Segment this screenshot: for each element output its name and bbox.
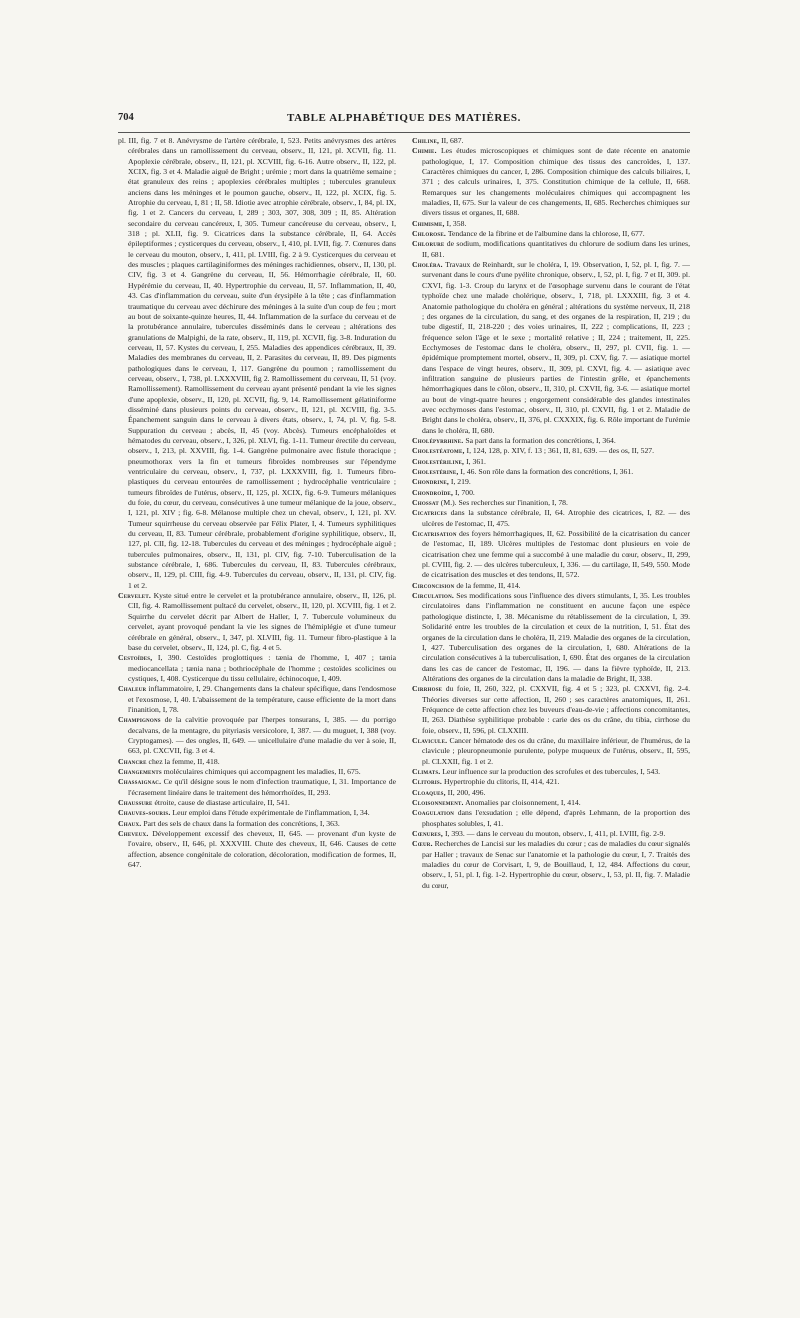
entry-text: II, 200, 496. [447, 787, 486, 797]
entry-text: Tendance de la fibrine et de l'albumine dans la chlorose, II, 677. [447, 229, 645, 239]
index-entry [118, 808, 396, 818]
entry-headword: Chondrine, [412, 477, 449, 487]
index-entry [118, 777, 396, 798]
entry-text: moléculaires chimiques qui accompagnent les maladies, II, 675. [163, 766, 361, 776]
index-entry [118, 798, 396, 808]
entry-text: de sodium, modifications quantitatives du chlorure de sodium dans les urines, II, 681. [422, 239, 690, 259]
index-entry [412, 581, 690, 591]
entry-headword: Cheveux. [118, 829, 149, 839]
entry-headword: Chimisme, [412, 218, 445, 228]
entry-text: dans l'exsudation ; elle dépend, d'après Lehmann, de la proportion des phosphates solubles, I, 41. [422, 808, 690, 828]
index-entry [118, 684, 396, 715]
entry-text: I, 361. [466, 456, 486, 466]
entry-text: Anomalies par cloisonnement, I, 414. [465, 798, 581, 807]
entry-headword: Chauves-souris. [118, 808, 171, 818]
index-entry [412, 239, 690, 260]
entry-headword: Cholestéatome, [412, 446, 465, 456]
entry-text: Ce qu'il désigne sous le nom d'infection traumatique, I, 31. Importance de l'écrasement linéaire dans le traitement des hémorrhoïdes, II, 293. [128, 777, 396, 797]
index-entry [412, 767, 690, 777]
entry-text: II, 687. [441, 136, 464, 145]
entry-headword: Cicatrisation [412, 529, 457, 539]
index-entry [118, 819, 396, 829]
entry-text: (M.). Ses recherches sur l'inanition, I, 78. [440, 498, 568, 508]
entry-headword: Cloaques, [412, 787, 446, 797]
index-entry [412, 136, 690, 146]
entry-headword: Choléra. [412, 260, 443, 270]
index-entry [412, 839, 690, 891]
index-entry [412, 788, 690, 798]
index-entry [412, 457, 690, 467]
index-entry [412, 529, 690, 581]
entry-text: Les études microscopiques et chimiques sont de date récente en anatomie pathologique, I, 17. Composition chimique des tissus des cancroïdes, I, 137. Caractères chimiques du cancer, I, 286. Composition chimique des calculs biliaires, I, 371 ; des calculs urinaires, I, 375. Constitution chimique de la cellule, II, 668. Remarques sur les changements moléculaires chimiques qui accompagnent les maladies, II, 675. Sur la valeur de ces changements, II, 685. Recherches chimiques sur divers tissus et organes, II, 688. [422, 146, 690, 218]
entry-text: Développement excessif des cheveux, II, 645. — provenant d'un kyste de l'ovaire, observ., II, 646, pl. XXXVIII. Chute des cheveux, II, 646. Causes de cette affection, absence congénitale de coloration, décoloration, modification de formes, II, 647. [128, 829, 396, 870]
index-entry [412, 808, 690, 829]
entry-text: étroite, cause de diastase articulaire, II, 541. [154, 798, 290, 807]
entry-text: Hypertrophie du clitoris, II, 414, 421. [443, 777, 560, 787]
entry-text: I, 124, 128, p. XIV, f. 13 ; 361, II, 81, 639. — des os, II, 527. [466, 446, 655, 456]
entry-text: chez la femme, II, 418. [148, 756, 220, 766]
entry-headword: Chlorure [412, 239, 445, 249]
index-entry [412, 219, 690, 229]
entry-headword: Changements [118, 766, 162, 776]
entry-headword: Cervelet. [118, 591, 151, 601]
entry-headword: Coagulation [412, 808, 455, 818]
entry-headword: Chimie. [412, 146, 437, 156]
entry-text: I, 390. Cestoïdes proglottiques : tænia de l'homme, I, 407 ; tænia mediocancellata ; tænia nana ; bothriocéphale de l'homme ; cestoïdes scolicines ou cystiques, I, 408. Cysticerque du tissu cellulaire, échinocoque, I, 409. [128, 653, 396, 683]
entry-text: I, 219. [450, 477, 471, 487]
index-entry [412, 467, 690, 477]
index-entry [118, 653, 396, 684]
entry-headword: Chossat [412, 498, 439, 508]
index-entry [412, 684, 690, 736]
entry-headword: Circulation. [412, 591, 455, 601]
entry-headword: Clitoris. [412, 777, 443, 787]
entry-text: Cancer hématode des os du crâne, du maxillaire inférieur, de l'humérus, de la clavicule ; pleuropneumonie purulente, polype muqueux de l'utérus, observ., II, 595, pl. CLXXII, fig. 1 et 2. [422, 735, 690, 766]
entry-headword: Cirrhose [412, 684, 443, 694]
entry-headword: Chassaignac. [118, 777, 162, 787]
entry-headword: Chaleur [118, 684, 147, 694]
entry-text: I, 700. [455, 487, 475, 497]
page-number: 704 [118, 112, 134, 123]
index-entry [412, 146, 690, 218]
entry-text: I, 393. — dans le cerveau du mouton, observ., I, 411, pl. LVIII, fig. 2-9. [444, 829, 666, 839]
right-column [412, 136, 690, 1176]
entry-text: Kyste situé entre le cervelet et la protubérance annulaire, observ., II, 126, pl. CII, fig. 4. Ramollissement pultacé du cervelet, observ., II, 120, pl. XCVIII, fig. 1 et 2. Squirrhe du cervelet décrit par Albert de Haller, I, 7. Tubercule volumineux du cervelet, ayant provoqué pendant la vie les signes de l'hémiplégie et d'une tumeur cérébrale en général, observ., I, 347, pl. XLVIII, fig. 11. Tumeur fibro-plastique à la base du cervelet, observ., II, 124, pl. C, fig. 4 et 5. [128, 591, 396, 652]
entry-headword: Cholépyrrhine. [412, 435, 464, 445]
entry-headword: Cholestérine, [412, 467, 459, 476]
entry-headword: Chancre [118, 756, 147, 766]
entry-text: de la calvitie provoquée par l'herpes tonsurans, I, 385. — du porrigo decalvans, de la mentagre, du pityriasis versicolore, I, 387. — du muguet, I, 388 (voy. Cryptogames). — des ongles, II, 649. — unicellulaire d'une maladie du ver à soie, II, 663, pl. CXCVII, fig. 3 et 4. [128, 715, 396, 756]
entry-headword: Champignons [118, 715, 161, 725]
entry-text: Leur influence sur la production des scrofules et des tubercules, I, 543. [442, 766, 661, 776]
entry-text: Leur emploi dans l'étude expérimentale de l'inflammation, I, 34. [172, 808, 370, 818]
entry-headword: Clavicule. [412, 735, 448, 745]
index-entry [118, 591, 396, 653]
entry-text: Part des sels de chaux dans la formation des concrétions, I, 363. [143, 818, 340, 828]
index-entry [412, 591, 690, 684]
index-entry [412, 229, 690, 239]
entry-headword: Circoncision [412, 580, 455, 590]
index-entry [412, 477, 690, 487]
entry-headword: Cœnures, [412, 829, 444, 839]
entry-text: Recherches de Lancisi sur les maladies du cœur ; cas de maladies du cœur signalés par Haller ; travaux de Senac sur l'anatomie et la pathologie du cœur, I, 7. Traités des maladies du cœur de Corvisart, I, 9, de Bouillaud, I, 12, 484. Affections du cœur, observ., I, 51, pl. I, fig. 1-2. Hypertrophie du cœur, observ., I, 53, pl. II, fig. 7. Maladie du cœur, [422, 839, 690, 890]
page-title: TABLE ALPHABÉTIQUE DES MATIÈRES. [287, 112, 521, 124]
entry-text: Sa part dans la formation des concrétions, I, 364. [465, 435, 616, 445]
index-entry [118, 767, 396, 777]
entry-headword: Cœur. [412, 839, 433, 849]
left-column [118, 136, 396, 1176]
index-entry [412, 829, 690, 839]
index-entry [412, 736, 690, 767]
entry-text: du foie, II, 260, 322, pl. CXXVII, fig. 4 et 5 ; 323, pl. CXXVI, fig. 2-4. Théories diverses sur cette affection, II, 260 ; ses caractères anatomiques, II, 261. Fréquence de cette affection chez les buveurs d'eau-de-vie ; affections concomitantes, II, 263. Diathèse syphilitique probable : carie des os du crâne, du tibia, cirrhose du foie, observ., II, 596, pl. CLXXIII. [422, 684, 690, 735]
entry-text: I, 358. [446, 218, 467, 228]
entry-text: pl. III, fig. 7 et 8. Anévrysme de l'artère cérébrale, I, 523. Petits anévrysmes des artères cérébrales dans un ramollissement du cerveau, observ., II, 121, pl. XCVII, fig. 11. Apoplexie cérébrale, observ., II, 121, pl. XCVIII, fig. 6-16. Autre observ., II, 122, pl. XCIX, fig. 3 et 4. Maladie aiguë de Bright ; urémie ; mort dans la quatrième semaine ; état granuleux des reins ; apoplexies cérébrales multiples ; tubercules granuleux anciens dans les méninges et le poumon gauche, observ., II, 122, pl. XCIX, fig. 5. Atrophie du cerveau, I, 81 ; II, 58. Idiotie avec atrophie cérébrale, observ., I, 84, pl. IX, fig. 1 et 2. Cancers du cerveau, I, 289 ; 303, 307, 308, 309 ; II, 85. Altération secondaire du cerveau cancéreux, I, 305. Tumeur cancéreuse du cerveau, observ., I, 318 ; pl. XLII, fig. 9. Cicatrices dans la substance cérébrale, II, 64. Accès épileptiformes ; cysticerques du cerveau, observ., I, 410, pl. LVII, fig. 7. Cœnures dans le cerveau du mouton, observ., I, 411, pl. LVIII, fig. 2 à 9. Cysticerques du cerveau et des muscles ; plaques cartilaginiformes des méninges rachidiennes, observ., II, 130, pl. CIV, fig. 3 et 4. Gangrène du cerveau, II, 56. Hémorrhagie cérébrale, II, 60. Hypérémie du cerveau, II, 40. Hypertrophie du cerveau, II, 57. Inflammation, II, 40, 43. Cas d'inflammation du cerveau, suite d'un érysipèle à la tête ; cas d'inflammation traumatique du cerveau avec déchirure des méninges à la suite d'un coup de feu ; mort au bout de soixante-quinze heures, II, 44. Inflammation de la surface du cerveau et de la protubérance annulaire, tubercules disséminés dans le cerveau ; altérations des granulations de Malpighi, de la rate, observ., II, 119, pl. XCVII, fig. 3-8. Induration du cerveau, II, 57. Kystes du cerveau, I, 255. Maladies des appendices cérébraux, II, 39. Maladies des membranes du cerveau, II, 2. Parasites du cerveau, II, 89. Des pigments pathologiques dans le cerveau, I, 117. Gangrène du poumon ; ramollissement du cerveau, observ., I, 738, pl. LXXXVIII, fig 2. Ramollissement du cerveau, II, 51 (voy. Ramollissement). Ramollissement du cerveau ayant présenté pendant la vie les signes d'une apoplexie, observ., II, 120, pl. XCVII, fig. 9, 14. Ramollissement gélatiniforme disséminé dans plusieurs points du cerveau, observ., II, 121, pl. XCVIII, fig. 3-5. Épanchement sanguin dans le cerveau à divers états, observ., I, 74, pl. V, fig. 5-8. Suppuration du cerveau ; abcès, II, 45 (voy. Abcès). Tumeurs encéphaloïdes et hématodes du cerveau, observ., I, 326, pl. XLVI, fig. 1-11. Tumeur érectile du cerveau, observ., I, 213, pl. XXVIII, fig. 1-4. Gangrène pulmonaire avec fistule thoracique ; pneumothorax vers la fin et tumeurs fibroïdes nombreuses sur l'épendyme ventriculaire du cerveau, observ., I, 737, pl. LXXXVIII, fig. 1. Tumeurs fibro-plastiques du cerveau entourées de ramollissement ; hydrocéphalie ventriculaire ; tumeurs fibroïdes de l'utérus, observ., II, 125, pl. XCIX, fig. 6-9. Tumeurs mélaniques du foie, du cœur, du cerveau, consécutives à une tumeur mélanique de la joue, observ., I, 121, pl. XIV ; fig. 6-8. Mélanose multiple chez un cheval, observ., I, 121, pl. XV. Tumeur squirrheuse du cerveau observée par Félix Plater, I, 4. Tumeurs syphilitiques du cerveau, II, 83. Tumeur cérébrale, probablement d'origine syphilitique, observ., II, 127, pl. CII, fig. 12-18. Tubercules du cerveau et des méninges ; hydrocéphale aiguë ; tubercules pulmonaires, observ., II, 131, pl. CIV, fig. 7-10. Tuberculisation de la substance cérébrale, I, 686. Tubercules du cerveau, II, 83. Tubercules cérébraux, observ., II, 129, pl. CIII, fig. 4-9. Tubercules du cerveau, observ., II, 131, pl. CIV, fig. 1 et 2. [118, 136, 396, 590]
index-entry [412, 777, 690, 787]
entry-headword: Cestoïdes, [118, 653, 153, 663]
entry-text: Travaux de Reinhardt, sur le choléra, I, 19. Observation, I, 52, pl. I, fig. 7. — survenant dans le cours d'une pyélite chronique, observ., I, 52, pl. I, fig. 7 et II, 309. pl. CXVI, fig. 1-3. Croup du larynx et de l'œsophage survenu dans le courant de l'état typhoïde chez une malade cholérique, observ., I, 718, pl. LXXXIII, fig. 3 et 4. Anatomie pathologique du choléra en général ; altérations du système nerveux, II, 218 ; des organes de la circulation, du sang, et des organes de la respiration, II, 219 ; du tube digestif, II, 218-220 ; des voies urinaires, II, 222 ; complications, II, 223 ; fréquence selon l'âge et le sexe ; mortalité relative ; II, 224 ; traitement, II, 225. Ecchymoses de l'estomac dans le choléra, observ., II, 297, pl. CVII, fig. 1. — épidémique promptement mortel, observ., II, 309, pl. CXV, fig. 7. — asiatique mortel dans l'espace de vingt heures, observ., II, 309, pl. CXVI, fig. 4. — asiatique avec infiltration sanguine de plusieurs parties de l'intestin grêle, et épanchements hémorrhagiques dans le côlon, observ., II, 310, pl. CXVII, fig. 3-6. — asiatique mortel au bout de vingt-quatre heures ; engorgement considérable des glandes intestinales avec ecchymoses dans l'estomac, observ., II, 310, pl. CXVII, fig. 1 et 2. Maladie de Bright dans le choléra, observ., II, 376, pl. CXXXIX, fig. 6. Rôle important de l'urémie dans le choléra, II, 680. [422, 260, 690, 435]
index-entry [412, 498, 690, 508]
entry-headword: Chiline, [412, 136, 440, 145]
entry-headword: Cloisonnement. [412, 798, 464, 807]
entry-text: inflammatoire, I, 29. Changements dans la chaleur spécifique, dans l'endosmose et l'exosmose, I, 40. L'abaissement de la température, cause efficiente de la mort dans l'inanition, I, 78. [128, 684, 396, 714]
page-header [118, 112, 690, 133]
entry-headword: Chaussure [118, 798, 153, 807]
entry-text: dans la substance cérébrale, II, 64. Atrophie des cicatrices, I, 82. — des ulcères de l'estomac, II, 475. [422, 508, 690, 528]
index-entry [412, 446, 690, 456]
index-entry [412, 798, 690, 808]
index-entry [412, 508, 690, 529]
index-entry [118, 136, 396, 591]
entry-headword: Chlorose. [412, 229, 447, 239]
index-entry [412, 488, 690, 498]
index-entry [412, 436, 690, 446]
entry-headword: Cicatrices [412, 508, 447, 518]
entry-text: I, 46. Son rôle dans la formation des concrétions, I, 361. [460, 467, 634, 476]
index-entry [412, 260, 690, 436]
index-entry [118, 757, 396, 767]
index-entry [118, 715, 396, 756]
entry-text: Ses modifications sous l'influence des divers stimulants, I, 35. Les troubles circulatoires dans l'inflammation ne constituent en aucune façon une espèce pathologique distincte, I, 38. Mécanisme du rétablissement de la circulation, I, 39. Solidarité entre les troubles de la circulation et ceux de la nutrition, I, 51. État des organes de la circulation dans le choléra, II, 219. Maladie des organes de la circulation, I, 427. Tuberculisation des organes de la circulation, I, 680. Altérations de la circulation consécutives à la tuberculisation, I, 690. État des organes de la circulation dans les cas de cancer de l'estomac, II, 196. — dans la fièvre typhoïde, II, 213. Altérations des organes de la circulation dans la maladie de Bright, II, 338. [422, 591, 690, 683]
entry-text: des foyers hémorrhagiques, II, 62. Possibilité de la cicatrisation du cancer de l'estomac, II, 189. Ulcères multiples de l'estomac dont plusieurs en voie de cicatrisation chez une femme qui a succombé à une maladie du cœur, observ., II, 299, pl. CVIII, fig. 2. — des ulcères tuberculeux, I, 336. — du cartilage, II, 549, 550. Mode de cicatrisation des muscles et des tendons, II, 572. [422, 529, 690, 580]
entry-text: de la femme, II, 414. [456, 580, 521, 590]
entry-headword: Cholestériline, [412, 456, 465, 466]
entry-headword: Chondroïde, [412, 487, 454, 497]
index-entry [118, 829, 396, 870]
entry-headword: Chaux. [118, 818, 142, 828]
entry-headword: Climats. [412, 766, 441, 776]
